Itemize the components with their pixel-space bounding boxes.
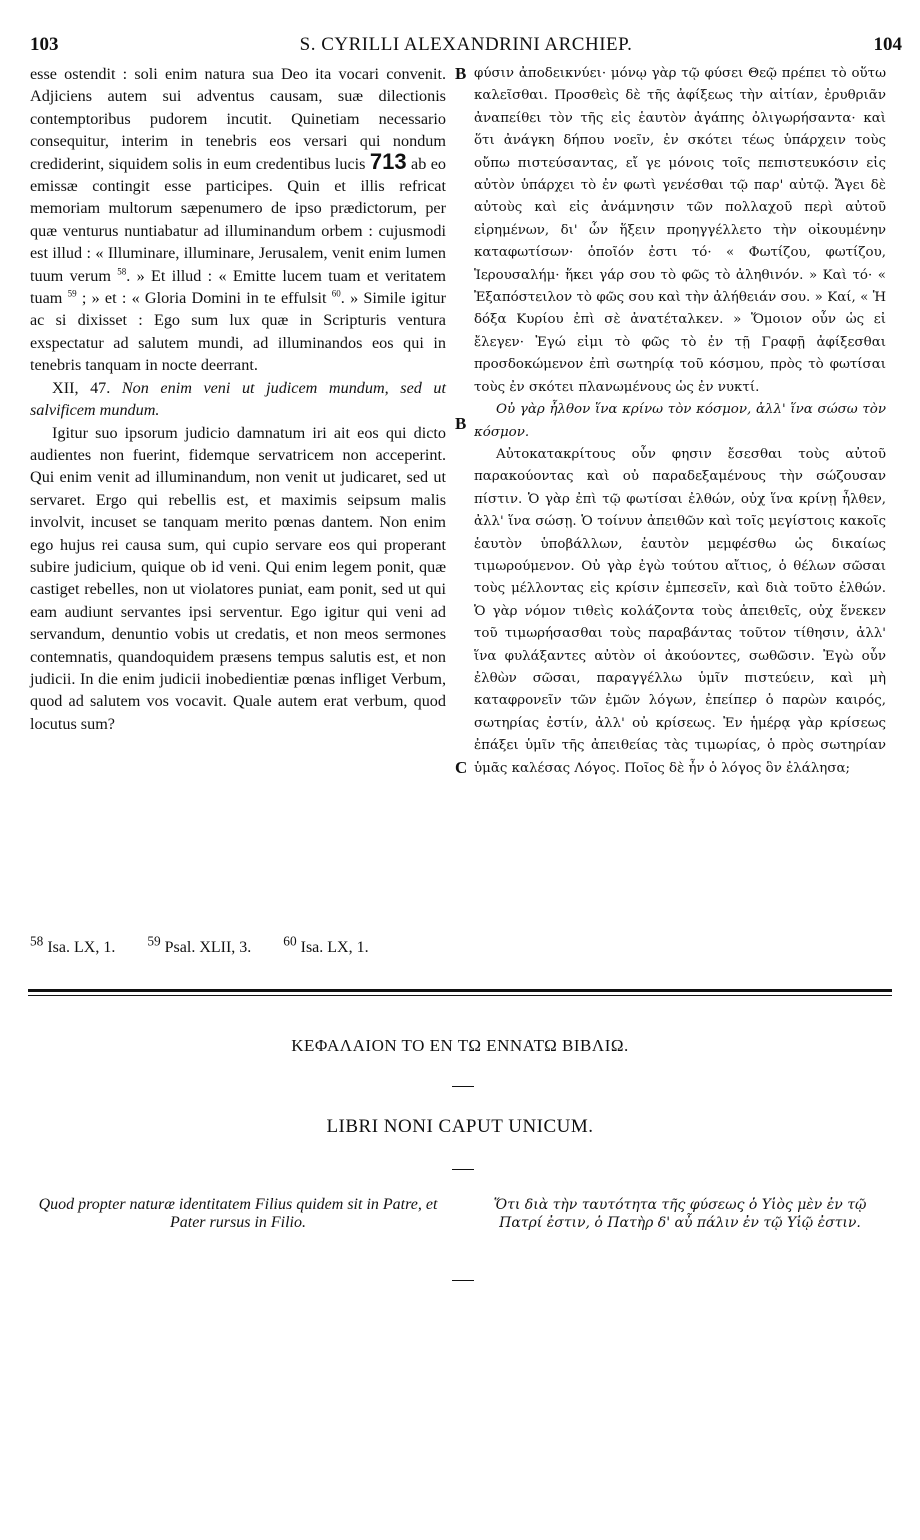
footnote-ref: 60 — [331, 288, 341, 299]
divider — [452, 1280, 474, 1281]
latin-paragraph-2: Igitur suo ipsorum judicio damnatum iri ait eos qui dicto audientes non fuerint, fidemque servatricem non acceperint. Qui enim venit ad illuminandum, non venit ut judicaret, sed ut servaret. Ergo qui rebellis est, et maximis seipsum malis involvit, incuset se tanquam merito pœnas dantem. Non enim ego hujus rei causa sum, qui cupio servare eos qui properant subire judicium, quique ob id veni. Qui enim legem ponit, quæ castiget rebelles, non ut violatores puniat, eam ponit, sed ut qui eam audiunt servantes ipsi serventur. Ego igitur qui veni ad servandum, denuntio vobis ut credatis, et non meos sermones contemnatis, quandoquidem præsens tempus salutis est, et non judicii. In die enim judicii inobedientiæ pœnas infliget Verbum, quod ad salutem vos vocavit. Quale autem erat verbum, quod locutus sum? — [30, 423, 446, 733]
greek-verse: Οὐ γὰρ ἦλθον ἵνα κρίνω τὸν κόσμον, ἀλλ' ἵνα σώσω τὸν κόσμον. — [474, 402, 886, 440]
footnote: $^{59}$ Psal. XLII, 3. — [147, 934, 252, 957]
latin-paragraph-1: esse ostendit : soli enim natura sua Deo ita vocari convenit. Adjiciens autem sui adventus causam, suæ dilectionis contemptoribus pudorem incutit. Quinetiam necessario consequitur, interim in tenebris eos versari qui nondum crediderint, siquidem solis in eum credentibus lucis 713 ab eo emissæ contingit esse participes. Quin et illis refricat memoriam multorum sæpenumero de ipso prædictorum, per quæ venturus nuntiabatur ad illuminandum orbem : cujusmodi est illud : « Illuminare, illuminare, Jerusalem, venit enim lumen tuum verum $^{58}$. » Et illud : « Emitte lucem tuam et veritatem tuam $^{59}$ ; » et : « Gloria Domini in te effulsit $^{60}$. » Simile igitur ac si dixisset : Ego sum lux quæ in Scripturis ventura exspectatur ad salutem mundi, ad illuminandos eos qui in tenebris tanquam in nocte deerrant. — [30, 65, 447, 375]
page-number-left: 103 — [30, 34, 59, 55]
divider — [452, 1086, 474, 1087]
chapter-summary-greek: Ὅτι διὰ τὴν ταυτότητα τῆς φύσεως ὁ Υἱὸς μὲν ἐν τῷ Πατρί ἐστιν, ὁ Πατὴρ δ' αὖ πάλιν ἐν τῷ Υἱῷ ἐστιν. — [493, 1197, 867, 1231]
greek-column — [474, 63, 886, 780]
divider — [452, 1169, 474, 1170]
margin-mark: B — [455, 64, 467, 83]
footnote: $^{60}$ Isa. LX, 1. — [283, 934, 369, 957]
column-number: 713 — [369, 148, 407, 174]
section-rule — [28, 995, 892, 996]
margin-mark: B — [455, 414, 467, 433]
running-header — [30, 34, 902, 58]
footnote-ref: 59 — [67, 288, 77, 299]
greek-paragraph-2: Αὐτοκατακρίτους οὖν φησιν ἔσεσθαι τοὺς αὐτοῦ παρακούοντας καὶ οὐ παραδεξαμένους τὴν σώζουσαν πίστιν. Ὁ γὰρ ἐπὶ τῷ φωτίσαι ἐλθών, οὐχ ἵνα κρίνῃ ἦλθεν, ἀλλ' ἵνα σώσῃ. Ὁ τοίνυν ἀπειθῶν καὶ τοῖς μεγίστοις κακοῖς ἑαυτὸν ὑποβάλλων, ἑαυτὸν μεμφέσθω ὡς δικαίως τιμωρούμενον. Οὐ γὰρ ἐγὼ τούτου αἴτιος, ὁ θέλων σῶσαι τοὺς μέλλοντας εἰς κρίσιν ἐμπεσεῖν, καὶ διὰ τοῦτο ἐλθών. Ὁ γὰρ νόμον τιθεὶς κολάζοντα τοὺς ἀπειθεῖς, οὐχ ἕνεκεν τοῦ τιμωρήσασθαι τοὺς παραβάντας τοῦτον τίθησιν, ἀλλ' ἵνα φυλάξαντες αὐτὸν οἱ ἀκούοντες, σωθῶσιν. Ἐγὼ οὖν ἐλθὼν σῶσαι, παραγγέλλω ὑμῖν πιστεύειν, καὶ μὴ καταφρονεῖν τῶν ἐμῶν λόγων, ἐπείπερ ὁ παρὼν καιρός, σωτηρίας ἐστίν, ἀλλ' οὐ κρίσεως. Ἐν ἡμέρᾳ γὰρ κρίσεως ἐπάξει ὑμῖν τῆς ἀπειθείας τὰς τιμωρίας, ὁ πρὸς σωτηρίαν ὑμᾶς καλέσας Λόγος. Ποῖος δὲ ἦν ὁ λόγος ὃν ἐλάλησα; — [474, 446, 886, 776]
latin-column — [30, 63, 446, 735]
page-number-right: 104 — [873, 34, 902, 55]
running-title: S. CYRILLI ALEXANDRINI ARCHIEP. — [299, 34, 633, 55]
greek-paragraph-1: φύσιν ἀποδεικνύει· μόνῳ γὰρ τῷ φύσει Θεῷ πρέπει τὸ οὕτω καλεῖσθαι. Προσθεὶς δὲ τῆς ἀφίξεως τὴν αἰτίαν, ἐρυθριᾶν ἀναπείθει τὸν τῆς εἰς ἑαυτὸν ἀγάπης ὀλιγωρήσαντα· καὶ ὅτι ἀνάγκη δήπου νοεῖν, ἐν σκότει τέως ὑπάρχειν τοὺς οὔπω πιστεύσαντας, εἴ γε μόνοις τοῖς πεπιστευκόσιν εἰς αὐτὸν ὑπάρχει τὸ ἐν φωτὶ γενέσθαι τῷ παρ' αὐτῷ. Ἄγει δὲ αὐτοὺς καὶ εἰς ἀνάμνησιν τῶν πολλαχοῦ περὶ αὐτοῦ εἰρημένων, δι' ὧν ἥξειν προηγγέλλετο τὴν οἰκουμένην καταφωτίσων· ὁποῖόν ἐστι τό· « Φωτίζου, φωτίζου, Ἱερουσαλήμ· ἥκει γάρ σου τὸ φῶς τὸ ἀληθινόν. » Καὶ τό· « Ἐξαπόστειλον τὸ φῶς σου καὶ τὴν ἀλήθειάν σου. » Καί, « Ἡ δόξα Κυρίου ἐπὶ σὲ ἀνατέταλκεν. » Ὅμοιον οὖν ὡς εἰ ἔλεγεν· Ἐγώ εἰμι τὸ φῶς τὸ ἐν τῇ Γραφῇ ἀφίξεσθαι προσδοκώμενον ἐπὶ σωτηρίᾳ τοῦ κόσμου, πρὸς τὸ φωτίσαι τοὺς ἐν σκότει πλανωμένους ὡς ἐν νυκτί. — [474, 66, 886, 395]
chapter-title-latin: LIBRI NONI CAPUT UNICUM. — [326, 1116, 594, 1137]
section-rule — [28, 989, 892, 992]
chapter-summary-latin: Quod propter naturæ identitatem Filius quidem sit in Patre, et Pater rursus in Filio. — [38, 1196, 438, 1231]
latin-verse: XII, 47. Non enim veni ut judicem mundum, sed ut salvificem mundum. — [30, 378, 446, 420]
margin-mark: C — [455, 758, 468, 777]
footnote-ref: 58 — [117, 266, 127, 277]
footnote: $^{58}$ Isa. LX, 1. — [30, 934, 116, 957]
footnotes — [30, 934, 397, 957]
chapter-title-greek: ΚΕΦΑΛΑΙΟΝ ΤΟ ΕΝ ΤΩ ΕΝΝΑΤΩ ΒΙΒΛΙΩ. — [291, 1036, 629, 1055]
